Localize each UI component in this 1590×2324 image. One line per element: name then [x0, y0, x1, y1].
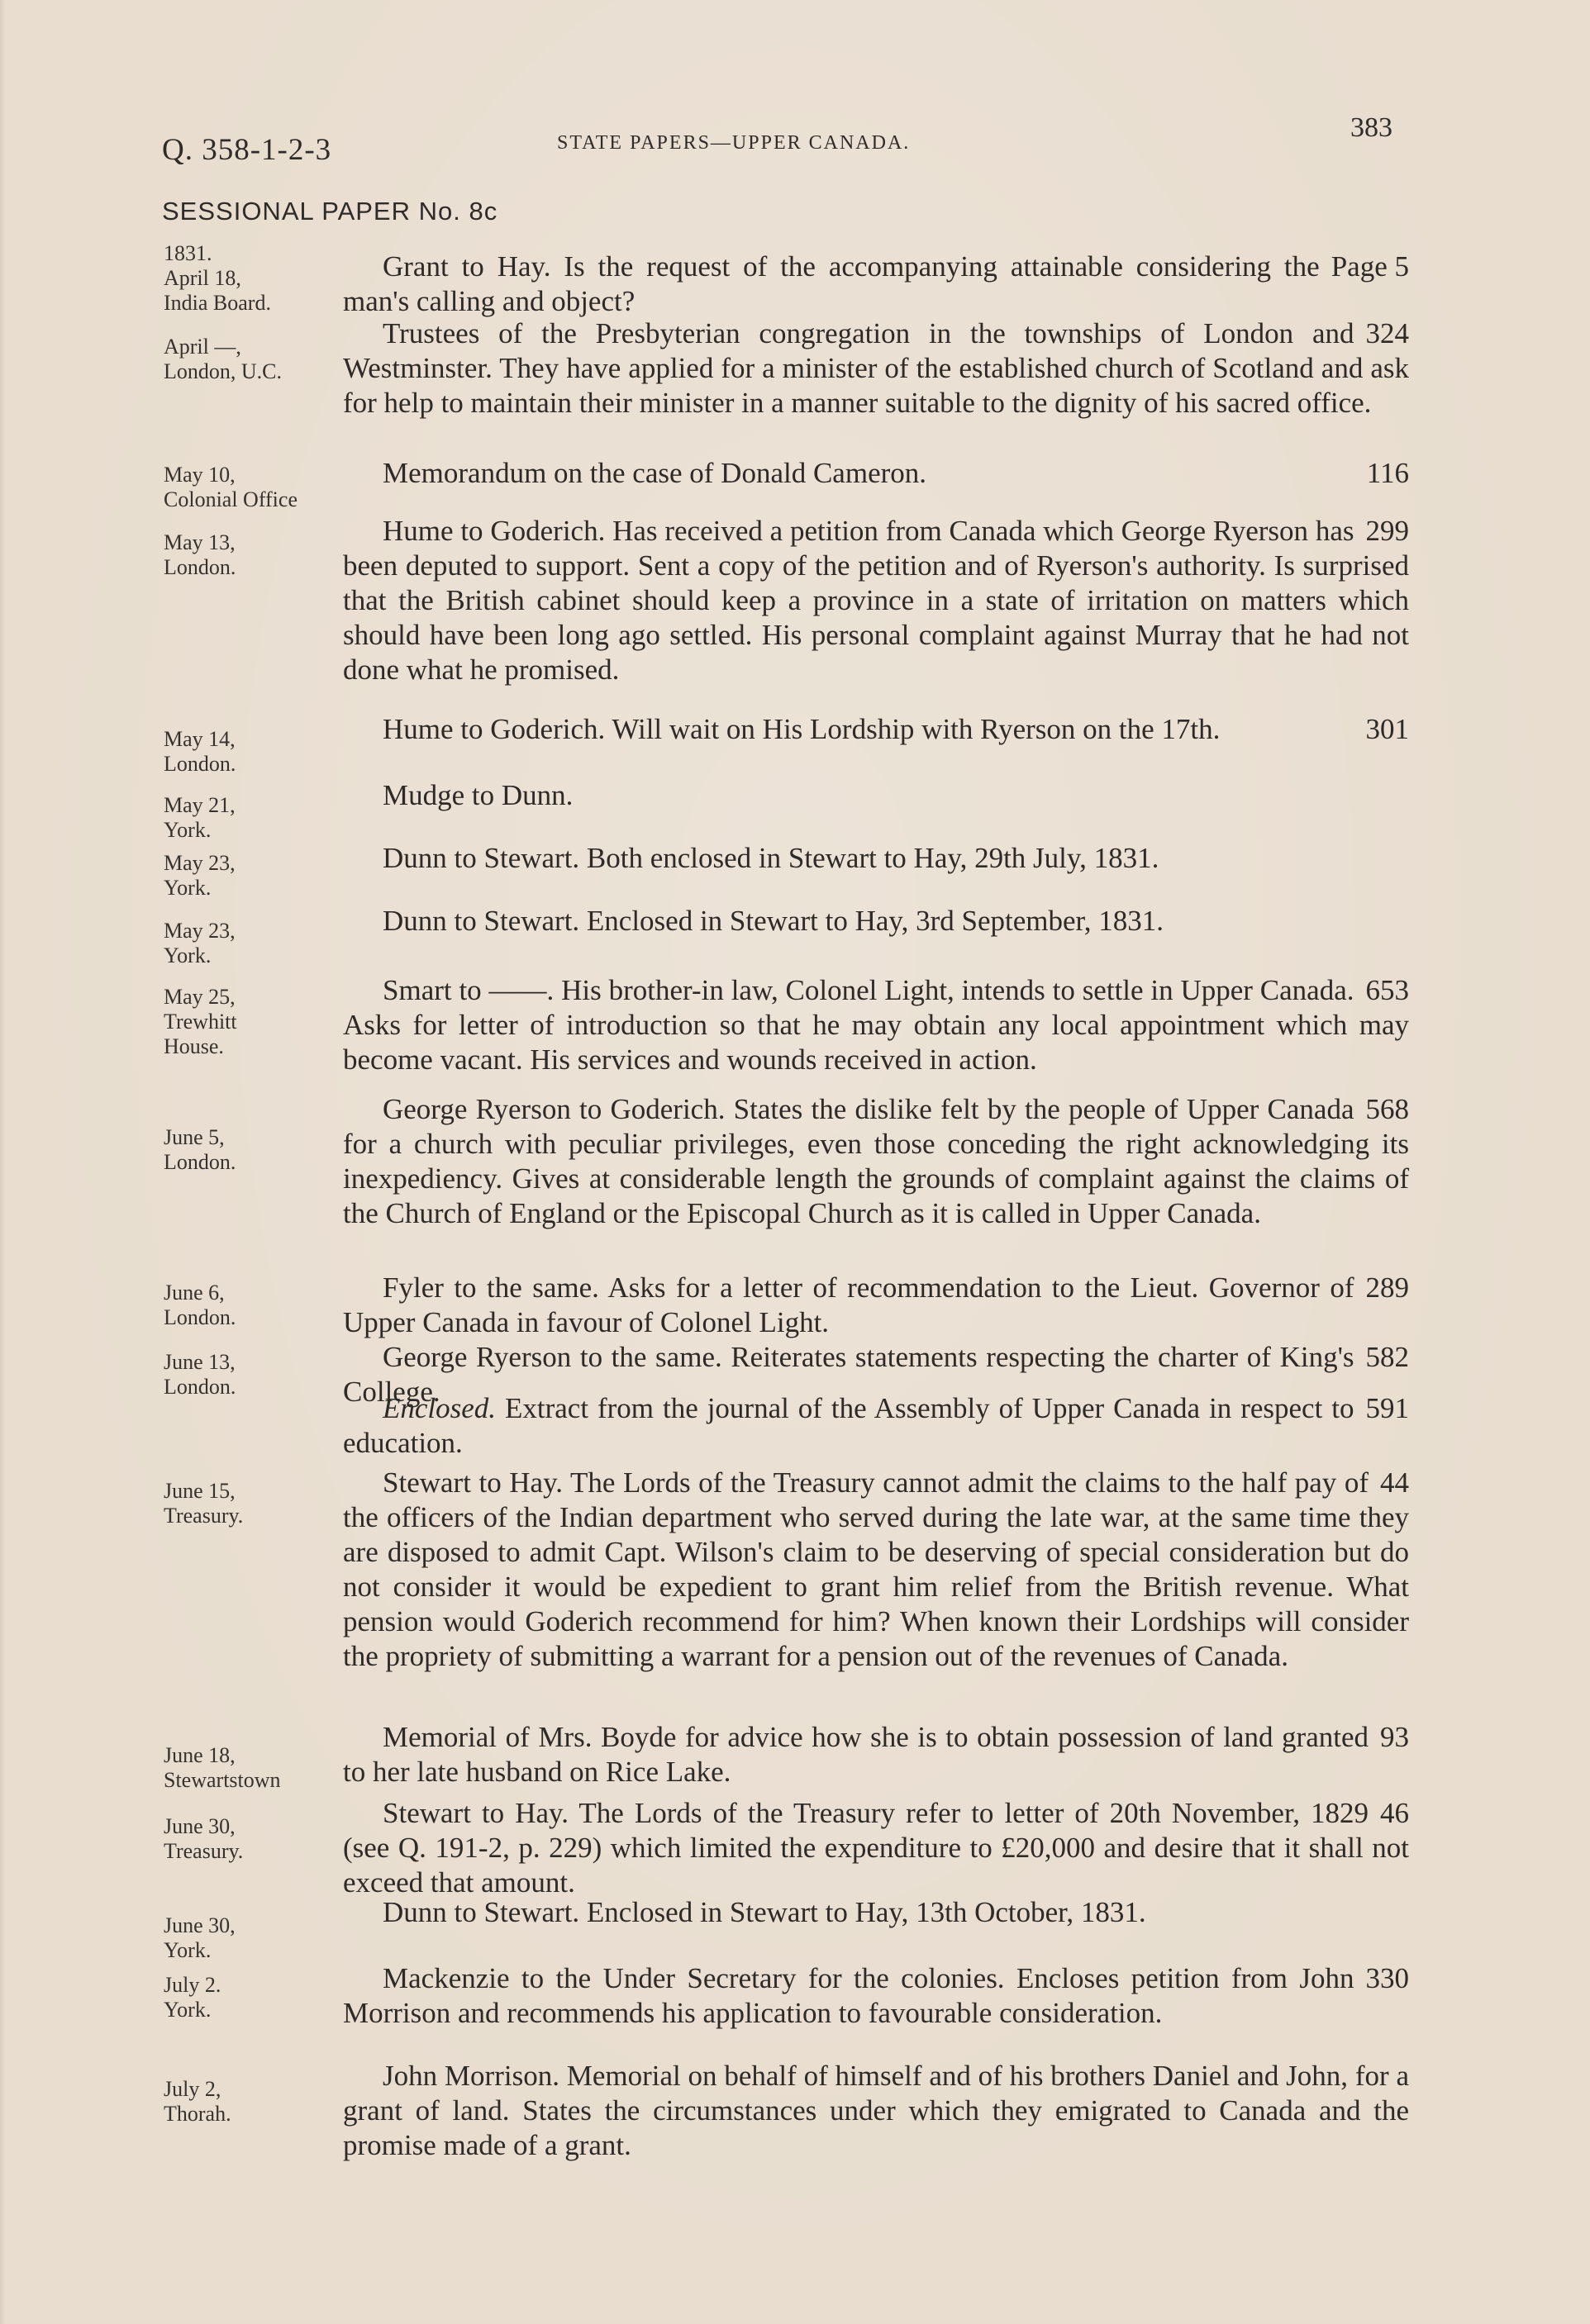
entry-date: May 10, Colonial Office: [164, 463, 298, 511]
entry-body: Mudge to Dunn.: [383, 779, 574, 811]
entry-text: [343, 841, 1409, 876]
entry-body: Fyler to the same. Asks for a letter of recommendation to the Lieut. Governor of Upper Canada in favour of Colonel Light.: [343, 1271, 1354, 1338]
entry-body: Smart to ——. His brother-in law, Colonel Light, intends to settle in Upper Canada. Asks for letter of introduction so that he may obtain any local appointment which may become vacant. His services and wounds received in action.: [343, 974, 1409, 1076]
sessional-paper-label: SESSIONAL PAPER No. 8c: [162, 197, 498, 226]
page-reference: 93: [1380, 1721, 1409, 1753]
entry-text: [343, 514, 1409, 687]
entry-text: [343, 904, 1409, 939]
entry-body: Mackenzie to the Under Secretary for the colonies. Encloses petition from John Morrison and recommends his application to favourable consideration.: [343, 1962, 1354, 2029]
entry-text: [343, 1271, 1409, 1340]
entry-text: [343, 1961, 1409, 2031]
entry-body: Memorandum on the case of Donald Cameron.: [383, 457, 927, 489]
page-reference: 299: [1365, 515, 1409, 547]
page-reference: 591: [1365, 1392, 1409, 1424]
entry-text: [343, 1895, 1409, 1930]
entry-date: June 15, Treasury.: [164, 1479, 244, 1528]
entry-body: Memorial of Mrs. Boyde for advice how she is to obtain possession of land granted to her late husband on Rice Lake.: [343, 1721, 1369, 1788]
entry-date: June 30, York.: [164, 1913, 236, 1962]
page-edge-shadow: [0, 0, 5, 2324]
entry-date: April —, London, U.C.: [164, 335, 282, 383]
entry-text: [343, 1092, 1409, 1231]
entry-text: [343, 973, 1409, 1077]
entry-body: Extract from the journal of the Assembly of Upper Canada in respect to education.: [343, 1392, 1354, 1459]
page-reference: 46: [1380, 1797, 1409, 1829]
entry-body: John Morrison. Memorial on behalf of himself and of his brothers Daniel and John, for a grant of land. States the circumstances under which they emigrated to Canada and the promise made of a grant.: [343, 2060, 1409, 2161]
entry-date: June 30, Treasury.: [164, 1814, 244, 1863]
entry-text: [343, 1466, 1409, 1674]
entry-date: May 13, London.: [164, 530, 236, 579]
entry-date: June 5, London.: [164, 1125, 236, 1174]
entry-body: Trustees of the Presbyterian congregation in the townships of London and Westminster. They have applied for a minister of the established church of Scotland and ask for help to maintain their minister in a manner suitable to the dignity of his sacred office.: [343, 317, 1409, 419]
entry-body: Dunn to Stewart. Enclosed in Stewart to Hay, 13th October, 1831.: [383, 1896, 1146, 1928]
entry-text: [343, 778, 1409, 813]
page-reference: 116: [1366, 457, 1409, 489]
entry-body: George Ryerson to the same. Reiterates statements respecting the charter of King's College.: [343, 1341, 1354, 1408]
entry-text: [343, 1720, 1409, 1789]
page-reference: 330: [1365, 1962, 1409, 1994]
entry-body: Stewart to Hay. The Lords of the Treasury cannot admit the claims to the half pay of the officers of the Indian department who served during the late war, at the same time they are disposed to admit Capt. Wilson's claim to be deserving of special consideration but do not consider it would be expedient to grant him relief from the British revenue. What pension would Goderich recommend for him? When known their Lordships will consider the propriety of submitting a warrant for a pension out of the revenues of Canada.: [343, 1466, 1409, 1672]
entry-text: [343, 1796, 1409, 1900]
entry-date: June 13, London.: [164, 1350, 236, 1399]
page-reference: 568: [1365, 1093, 1409, 1125]
page-reference: 289: [1365, 1271, 1409, 1304]
running-title: STATE PAPERS—UPPER CANADA.: [557, 132, 911, 154]
entry-text: [343, 250, 1409, 319]
entry-text: [343, 456, 1409, 491]
entry-text: [343, 712, 1409, 747]
page-reference: 301: [1365, 713, 1409, 745]
page-reference: Page 5: [1331, 250, 1409, 283]
entry-date: June 18, Stewartstown: [164, 1743, 281, 1792]
page-reference: 582: [1365, 1341, 1409, 1373]
entry-date: July 2, Thorah.: [164, 2077, 231, 2126]
page-reference: 44: [1380, 1466, 1409, 1499]
entry-text: [343, 2059, 1409, 2163]
entry-text: [343, 1391, 1409, 1461]
entry-body: Dunn to Stewart. Both enclosed in Stewart to Hay, 29th July, 1831.: [383, 842, 1159, 874]
entry-body: Stewart to Hay. The Lords of the Treasury refer to letter of 20th November, 1829 (see Q. 191-2, p. 229) which limited the expenditure to £20,000 and desire that it shall not exceed that amount.: [343, 1797, 1409, 1899]
page-reference: 653: [1365, 974, 1409, 1006]
entry-date: May 21, York.: [164, 793, 236, 842]
entry-date: May 23, York.: [164, 919, 236, 967]
entry-date: July 2. York.: [164, 1973, 221, 2022]
entry-body: Grant to Hay. Is the request of the accompanying attainable considering the man's calling and object?: [343, 250, 1320, 317]
entry-body: George Ryerson to Goderich. States the dislike felt by the people of Upper Canada for a church with peculiar privileges, even those conceding the right acknowledging its inexpediency. Gives at considerable length the grounds of complaint against the claims of the Church of England or the Episcopal Church as it is called in Upper Canada.: [343, 1093, 1409, 1229]
entry-body: Dunn to Stewart. Enclosed in Stewart to Hay, 3rd September, 1831.: [383, 905, 1164, 937]
enclosed-label: Enclosed.: [383, 1392, 497, 1424]
reference-code: Q. 358-1-2-3: [162, 133, 332, 167]
entry-body: Hume to Goderich. Will wait on His Lordship with Ryerson on the 17th.: [383, 713, 1221, 745]
page-reference: 324: [1365, 317, 1409, 349]
entry-date: June 6, London.: [164, 1281, 236, 1329]
entry-body: Hume to Goderich. Has received a petition from Canada which George Ryerson has been deputed to support. Sent a copy of the petition and of Ryerson's authority. Is surprised that the British cabinet should keep a province in a state of irritation on matters which should have been long ago settled. His personal complaint against Murray that he had not done what he promised.: [343, 515, 1409, 686]
entry-date: May 25, Trewhitt House.: [164, 985, 237, 1058]
entry-date: May 23, York.: [164, 851, 236, 900]
entry-date: May 14, London.: [164, 727, 236, 776]
page-number: 383: [1350, 112, 1392, 143]
entry-date: 1831. April 18, India Board.: [164, 241, 271, 315]
entry-text: [343, 316, 1409, 421]
